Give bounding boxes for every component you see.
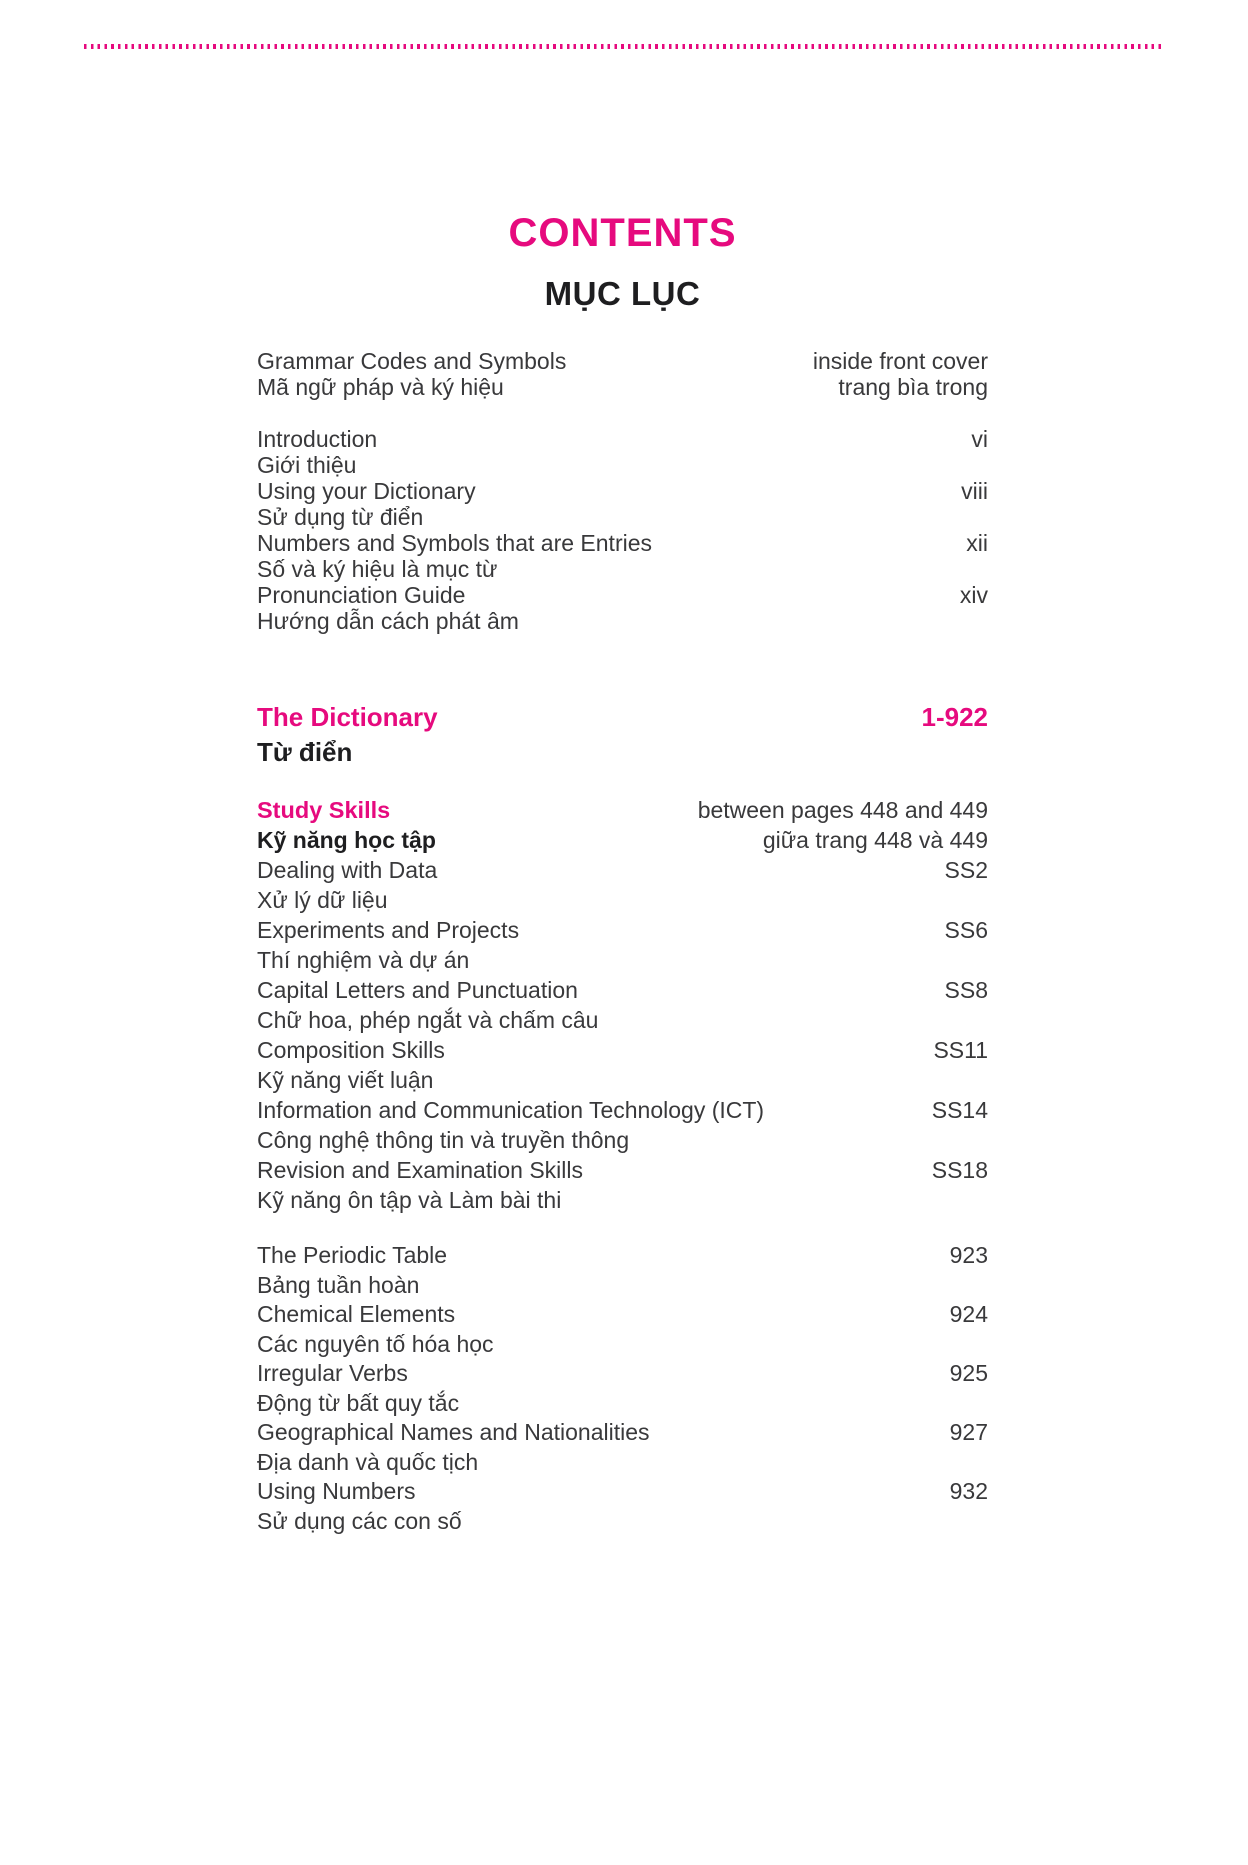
toc-entry bbox=[257, 426, 988, 478]
toc-entry-title-en: Experiments and Projects bbox=[257, 917, 520, 943]
toc-entry-title-vi: Bảng tuần hoàn bbox=[257, 1271, 420, 1298]
toc-entry-title-vi: Kỹ năng học tập bbox=[257, 827, 436, 853]
toc-row bbox=[257, 1477, 988, 1507]
toc-row bbox=[257, 608, 988, 634]
toc-row bbox=[257, 374, 988, 400]
toc-entry bbox=[257, 1418, 988, 1477]
toc-entry-page-en: 932 bbox=[949, 1478, 988, 1504]
toc-entry-title-vi: Hướng dẫn cách phát âm bbox=[257, 608, 519, 634]
toc-entry-title-vi: Sử dụng từ điển bbox=[257, 504, 424, 530]
toc-row bbox=[257, 1448, 988, 1478]
toc-entry bbox=[257, 975, 988, 1035]
toc-entry-page-en: 927 bbox=[949, 1419, 988, 1445]
toc-entry-title-vi: Giới thiệu bbox=[257, 452, 357, 478]
toc-entry-title-en: Introduction bbox=[257, 426, 378, 452]
toc-group bbox=[257, 795, 988, 1215]
toc-entry bbox=[257, 348, 988, 400]
toc-row bbox=[257, 348, 988, 374]
toc-entry-title-en: Using Numbers bbox=[257, 1478, 416, 1504]
toc-entry-title-vi: Từ điển bbox=[257, 737, 353, 767]
toc-entry-title-vi: Xử lý dữ liệu bbox=[257, 887, 388, 913]
toc-row bbox=[257, 1155, 988, 1185]
toc-row bbox=[257, 1300, 988, 1330]
toc-entry-page-en: SS2 bbox=[944, 857, 988, 883]
table-of-contents bbox=[257, 348, 988, 1536]
toc-row bbox=[257, 530, 988, 556]
toc-entry bbox=[257, 795, 988, 855]
toc-entry-title-en: Dealing with Data bbox=[257, 857, 438, 883]
toc-row bbox=[257, 1035, 988, 1065]
toc-entry-page-en: 923 bbox=[949, 1242, 988, 1268]
toc-entry-title-vi: Kỹ năng ôn tập và Làm bài thi bbox=[257, 1187, 562, 1213]
toc-entry-title-en: The Dictionary bbox=[257, 702, 438, 732]
toc-row bbox=[257, 1241, 988, 1271]
toc-entry-page-en: SS8 bbox=[944, 977, 988, 1003]
toc-entry bbox=[257, 915, 988, 975]
toc-row bbox=[257, 1125, 988, 1155]
toc-row bbox=[257, 1418, 988, 1448]
toc-entry-title-en: Pronunciation Guide bbox=[257, 582, 466, 608]
toc-entry-title-en: Information and Communication Technology (ICT) bbox=[257, 1097, 765, 1123]
toc-group bbox=[257, 700, 988, 770]
toc-entry-title-vi: Chữ hoa, phép ngắt và chấm câu bbox=[257, 1007, 599, 1033]
toc-entry-page-vi: trang bìa trong bbox=[838, 374, 988, 400]
toc-row bbox=[257, 478, 988, 504]
toc-row bbox=[257, 1005, 988, 1035]
toc-entry bbox=[257, 478, 988, 530]
toc-entry-title-en: Chemical Elements bbox=[257, 1301, 456, 1327]
toc-row bbox=[257, 975, 988, 1005]
toc-row bbox=[257, 1330, 988, 1360]
toc-entry bbox=[257, 1300, 988, 1359]
toc-entry-title-vi: Địa danh và quốc tịch bbox=[257, 1448, 479, 1475]
toc-row bbox=[257, 795, 988, 825]
toc-entry-page-en: 1-922 bbox=[921, 702, 988, 732]
toc-entry-title-en: Composition Skills bbox=[257, 1037, 445, 1063]
toc-entry-page-vi: giữa trang 448 và 449 bbox=[762, 827, 988, 853]
toc-entry bbox=[257, 1477, 988, 1536]
toc-entry-page-en: viii bbox=[961, 478, 988, 504]
toc-entry bbox=[257, 1035, 988, 1095]
toc-row bbox=[257, 1507, 988, 1537]
toc-row bbox=[257, 1185, 988, 1215]
toc-entry-title-en: Irregular Verbs bbox=[257, 1360, 408, 1386]
toc-entry-title-vi: Công nghệ thông tin và truyền thông bbox=[257, 1127, 630, 1153]
toc-entry bbox=[257, 700, 988, 770]
toc-row bbox=[257, 1271, 988, 1301]
toc-entry-title-vi: Các nguyên tố hóa học bbox=[257, 1330, 494, 1357]
toc-entry-title-en: Numbers and Symbols that are Entries bbox=[257, 530, 653, 556]
toc-row bbox=[257, 1359, 988, 1389]
toc-entry-page-en: SS11 bbox=[933, 1037, 988, 1063]
toc-entry-page-en: 924 bbox=[949, 1301, 988, 1327]
toc-row bbox=[257, 426, 988, 452]
toc-entry bbox=[257, 582, 988, 634]
toc-entry-page-en: xii bbox=[966, 530, 988, 556]
toc-row bbox=[257, 1095, 988, 1125]
toc-row bbox=[257, 825, 988, 855]
toc-entry-title-vi: Sử dụng các con số bbox=[257, 1507, 462, 1534]
page-title: CONTENTS bbox=[508, 211, 737, 255]
toc-group bbox=[257, 1241, 988, 1536]
toc-entry-page-en: SS18 bbox=[931, 1157, 988, 1183]
toc-entry-page-en: xiv bbox=[959, 582, 988, 608]
toc-entry-title-vi: Thí nghiệm và dự án bbox=[257, 947, 470, 973]
toc-row bbox=[257, 452, 988, 478]
page-subtitle: MỤC LỤC bbox=[544, 275, 701, 312]
toc-row bbox=[257, 556, 988, 582]
toc-entry-title-vi: Mã ngữ pháp và ký hiệu bbox=[257, 374, 504, 400]
toc-entry bbox=[257, 855, 988, 915]
toc-entry bbox=[257, 1155, 988, 1215]
contents-column bbox=[257, 0, 988, 1536]
toc-entry-title-en: Geographical Names and Nationalities bbox=[257, 1419, 650, 1445]
toc-row bbox=[257, 582, 988, 608]
toc-row bbox=[257, 1065, 988, 1095]
toc-entry-title-vi: Động từ bất quy tắc bbox=[257, 1389, 460, 1416]
toc-row bbox=[257, 504, 988, 530]
toc-entry-page-en: SS14 bbox=[931, 1097, 988, 1123]
toc-row bbox=[257, 735, 988, 770]
toc-entry-page-en: 925 bbox=[949, 1360, 988, 1386]
toc-entry-title-en: Capital Letters and Punctuation bbox=[257, 977, 578, 1003]
toc-row bbox=[257, 1389, 988, 1419]
toc-entry-title-en: The Periodic Table bbox=[257, 1242, 448, 1268]
toc-row bbox=[257, 700, 988, 735]
toc-row bbox=[257, 855, 988, 885]
toc-row bbox=[257, 885, 988, 915]
toc-entry-page-en: vi bbox=[971, 426, 988, 452]
toc-row bbox=[257, 915, 988, 945]
toc-entry-page-en: between pages 448 and 449 bbox=[697, 797, 988, 823]
toc-group bbox=[257, 348, 988, 400]
toc-entry-page-en: SS6 bbox=[944, 917, 988, 943]
toc-group bbox=[257, 426, 988, 634]
toc-entry bbox=[257, 1241, 988, 1300]
toc-entry-title-vi: Kỹ năng viết luận bbox=[257, 1067, 434, 1093]
toc-entry-title-en: Study Skills bbox=[257, 797, 391, 823]
toc-entry-title-vi: Số và ký hiệu là mục từ bbox=[257, 556, 498, 582]
toc-entry bbox=[257, 530, 988, 582]
toc-row bbox=[257, 945, 988, 975]
toc-entry-title-en: Grammar Codes and Symbols bbox=[257, 348, 567, 374]
toc-entry bbox=[257, 1359, 988, 1418]
toc-entry-title-en: Using your Dictionary bbox=[257, 478, 476, 504]
toc-entry-page-en: inside front cover bbox=[812, 348, 988, 374]
toc-entry bbox=[257, 1095, 988, 1155]
toc-entry-title-en: Revision and Examination Skills bbox=[257, 1157, 583, 1183]
